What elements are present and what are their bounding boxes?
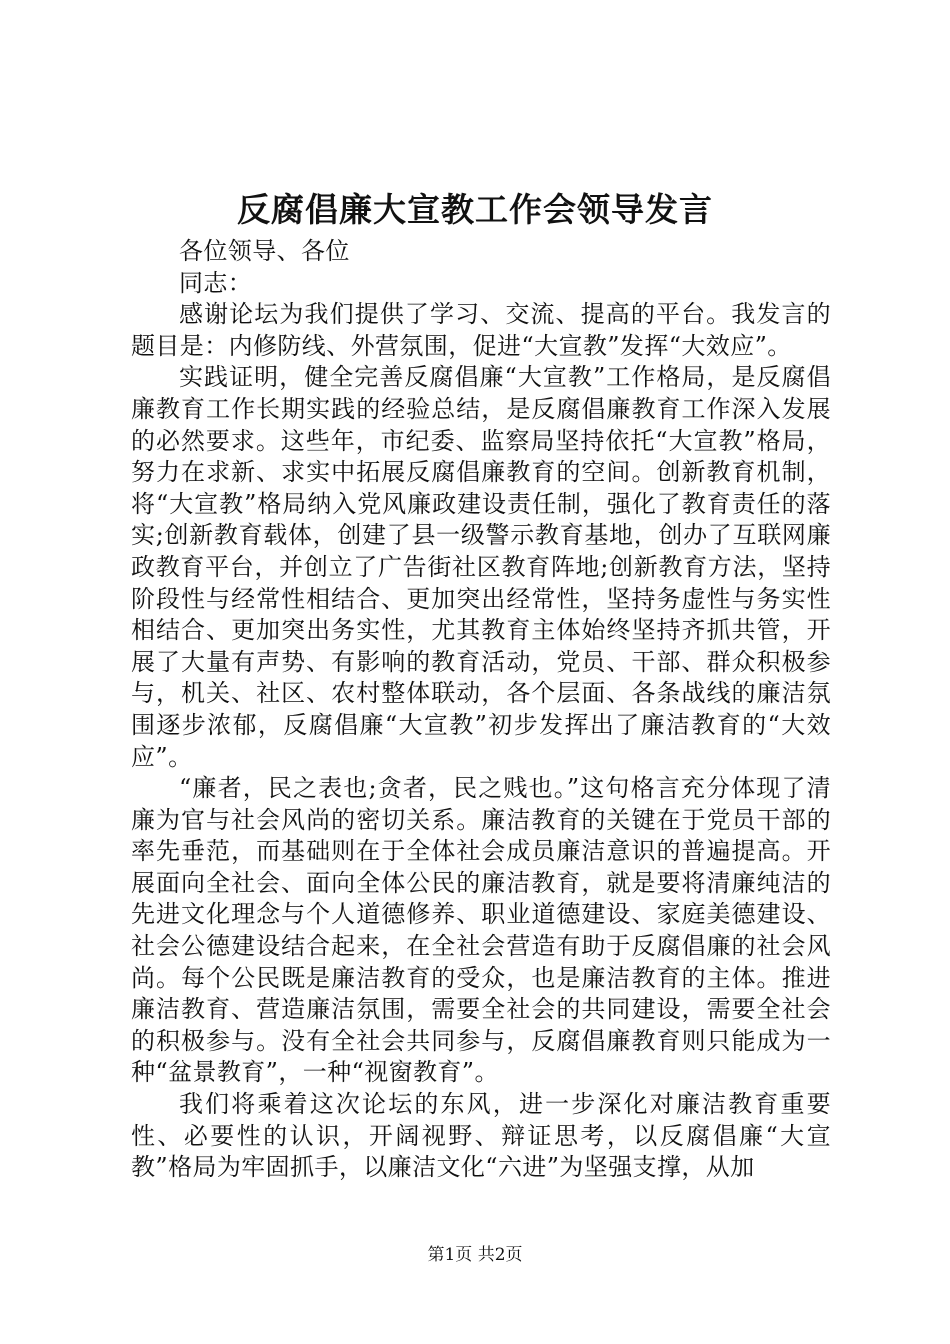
salutation-line-1: 各位领导、各位: [179, 237, 350, 265]
paragraph-3: “廉者，民之表也;贪者，民之贱也。”这句格言充分体现了清廉为官与社会风尚的密切关系。廉洁教育的关键在于党员干部的率先垂范，而基础则在于全体社会成员廉洁意识的普遍提高。开展面向全社会、面向全体公民的廉洁教育，就是要将清廉纯洁的先进文化理念与个人道德修养、职业道德建设、家庭美德建设、社会公德建设结合起来，在全社会营造有助于反腐倡廉的社会风尚。每个公民既是廉洁教育的受众，也是廉洁教育的主体。推进廉洁教育、营造廉洁氛围，需要全社会的共同建设，需要全社会的积极参与。没有全社会共同参与，反腐倡廉教育则只能成为一种“盆景教育”，一种“视窗教育”。: [131, 774, 831, 1087]
salutation-line-2: 同志：: [179, 268, 253, 297]
page-number-footer: 第1页 共2页: [427, 1245, 523, 1265]
paragraph-1: 感谢论坛为我们提供了学习、交流、提高的平台。我发言的题目是：内修防线、外营氛围，促进“大宣教”发挥“大效应”。: [131, 300, 831, 360]
document-body: [131, 236, 831, 1184]
document-title: 反腐倡廉大宣教工作会领导发言: [237, 190, 713, 229]
paragraph-2: 实践证明，健全完善反腐倡廉“大宣教”工作格局，是反腐倡廉教育工作长期实践的经验总结，是反腐倡廉教育工作深入发展的必然要求。这些年，市纪委、监察局坚持依托“大宣教”格局，努力在求新、求实中拓展反腐倡廉教育的空间。创新教育机制，将“大宣教”格局纳入党风廉政建设责任制，强化了教育责任的落实;创新教育载体，创建了县一级警示教育基地，创办了互联网廉政教育平台，并创立了广告街社区教育阵地;创新教育方法，坚持阶段性与经常性相结合、更加突出经常性，坚持务虚性与务实性相结合、更加突出务实性，尤其教育主体始终坚持齐抓共管，开展了大量有声势、有影响的教育活动，党员、干部、群众积极参与，机关、社区、农村整体联动，各个层面、各条战线的廉洁氛围逐步浓郁，反腐倡廉“大宣教”初步发挥出了廉洁教育的“大效应”。: [131, 363, 831, 771]
paragraph-4: 我们将乘着这次论坛的东风，进一步深化对廉洁教育重要性、必要性的认识，开阔视野、辩证思考，以反腐倡廉“大宣教”格局为牢固抓手，以廉洁文化“六进”为坚强支撑，从加: [131, 1090, 831, 1182]
